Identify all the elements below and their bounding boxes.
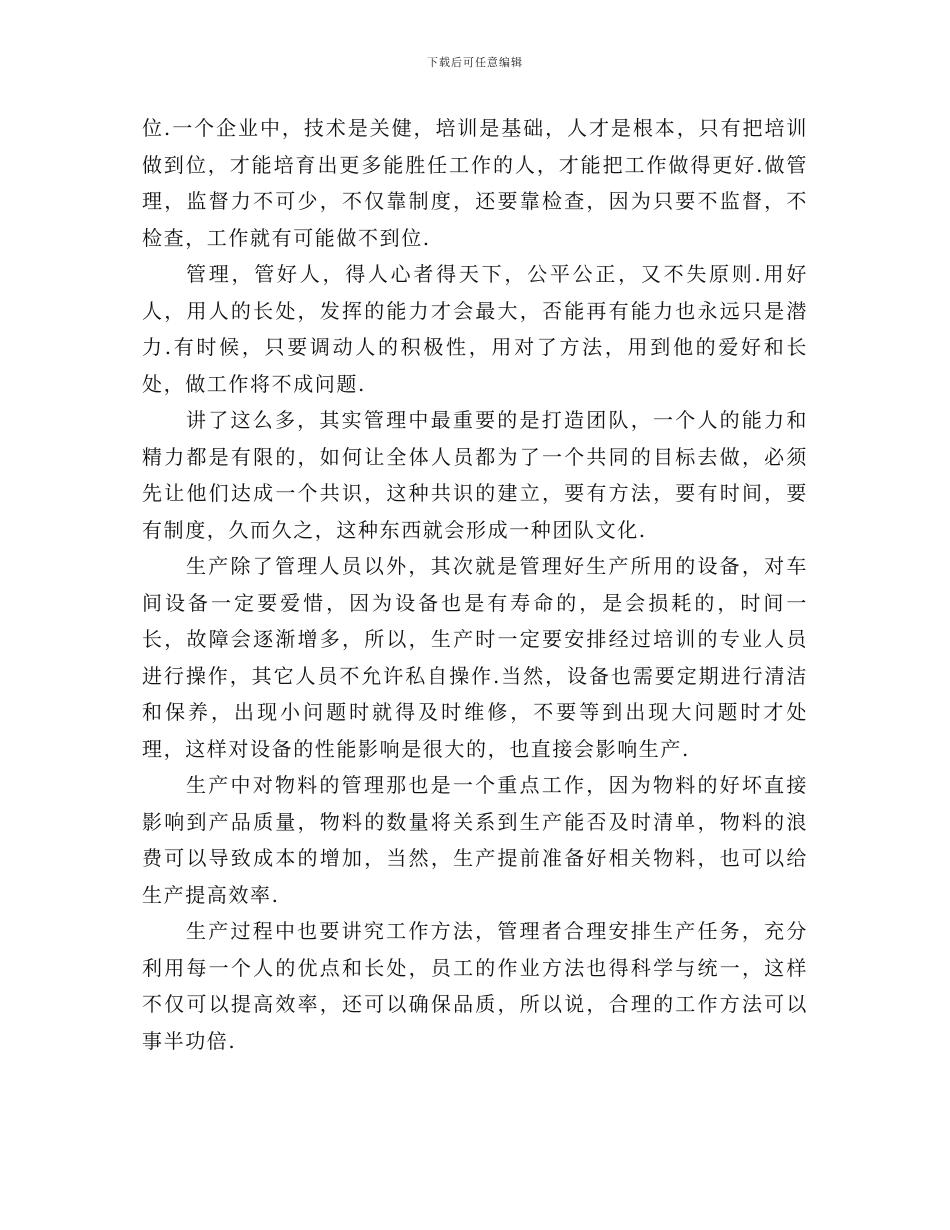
paragraph-continuation: 位.一个企业中，技术是关健，培训是基础，人才是根本，只有把培训做到位，才能培育出更多能胜任工作的人，才能把工作做得更好.做管理，监督力不可少，不仅靠制度，还要靠检查，因为只要不监督，不检查，工作就有可能做不到位.	[142, 116, 808, 250]
paragraph: 生产中对物料的管理那也是一个重点工作，因为物料的好坏直接影响到产品质量，物料的数量将关系到生产能否及时清单，物料的浪费可以导致成本的增加，当然，生产提前准备好相关物料，也可以给生产提高效率.	[142, 773, 808, 907]
paragraph: 生产除了管理人员以外，其次就是管理好生产所用的设备，对车间设备一定要爱惜，因为设备也是有寿命的，是会损耗的，时间一长，故障会逐渐增多，所以，生产时一定要安排经过培训的专业人员进行操作，其它人员不允许私自操作.当然，设备也需要定期进行清洁和保养，出现小问题时就得及时维修，不要等到出现大问题时才处理，这样对设备的性能影响是很大的，也直接会影响生产.	[142, 554, 808, 761]
paragraph: 管理，管好人，得人心者得天下，公平公正，又不失原则.用好人，用人的长处，发挥的能力才会最大，否能再有能力也永远只是潜力.有时候，只要调动人的积极性，用对了方法，用到他的爱好和长处，做工作将不成问题.	[142, 262, 808, 396]
paragraph: 生产过程中也要讲究工作方法，管理者合理安排生产任务，充分利用每一个人的优点和长处，员工的作业方法也得科学与统一，这样不仅可以提高效率，还可以确保品质，所以说，合理的工作方法可以事半功倍.	[142, 919, 808, 1053]
paragraph: 讲了这么多，其实管理中最重要的是打造团队，一个人的能力和精力都是有限的，如何让全体人员都为了一个共同的目标去做，必须先让他们达成一个共识，这种共识的建立，要有方法，要有时间，要有制度，久而久之，这种东西就会形成一种团队文化.	[142, 408, 808, 542]
document-body	[142, 110, 808, 1059]
page-header: 下载后可任意编辑	[427, 56, 523, 69]
